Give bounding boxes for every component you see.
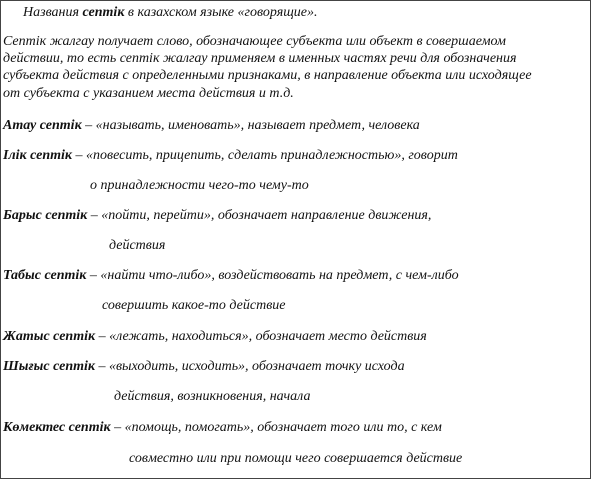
- case-komektes-continuation: совместно или при помощи чего совершается действие: [129, 451, 463, 466]
- case-text: – «помощь, помогать», обозначает того или то, с кем: [110, 420, 442, 435]
- case-ilik: [3, 147, 458, 164]
- case-barys: [3, 207, 431, 224]
- header-suffix: в казахском языке «говорящие».: [124, 5, 318, 20]
- intro-line-3: субъекта действия с определенными признаками, в направление объекта или исходящее: [3, 68, 532, 83]
- case-tabys-continuation: совершить какое-то действие: [102, 298, 286, 313]
- case-zhatys: [3, 328, 427, 345]
- case-term: Табыс септік: [3, 268, 87, 283]
- case-atau: [3, 117, 420, 134]
- case-text: – «пойти, перейти», обозначает направление движения,: [87, 208, 432, 223]
- case-tabys: [3, 267, 459, 284]
- case-text: – «найти что-либо», воздействовать на предмет, с чем-либо: [86, 268, 459, 283]
- case-term: Шығыс септік: [3, 359, 95, 374]
- case-text: – «выходить, исходить», обозначает точку исхода: [94, 359, 405, 374]
- case-term: Барыс септік: [3, 208, 88, 223]
- intro-line-2: действии, то есть септік жалгау применяем в именных частях речи для обозначения: [3, 51, 517, 66]
- case-text: – «называть, именовать», называет предмет, человека: [81, 118, 420, 133]
- case-text: – «повесить, прицепить, сделать принадлежностью», говорит: [72, 148, 458, 163]
- case-term: Ілік септік: [3, 148, 73, 163]
- intro-line-1: Септік жалгау получает слово, обозначающее субъекта или объект в совершаемом: [3, 34, 506, 49]
- case-ilik-continuation: о принадлежности чего-то чему-то: [90, 178, 309, 193]
- case-term: Жатыс септік: [3, 329, 96, 344]
- case-komektes: [3, 419, 442, 436]
- header-line: [23, 4, 317, 21]
- case-text: – «лежать, находиться», обозначает место действия: [95, 329, 427, 344]
- header-term: септік: [82, 5, 125, 20]
- case-barys-continuation: действия: [109, 238, 166, 253]
- case-shygys-continuation: действия, возникновения, начала: [114, 389, 311, 404]
- header-prefix: Названия: [23, 5, 83, 20]
- case-shygys: [3, 358, 405, 375]
- case-term: Атау септік: [3, 118, 82, 133]
- intro-line-4: от субъекта с указанием места действия и т.д.: [3, 86, 294, 101]
- case-term: Көмектес септік: [3, 420, 111, 435]
